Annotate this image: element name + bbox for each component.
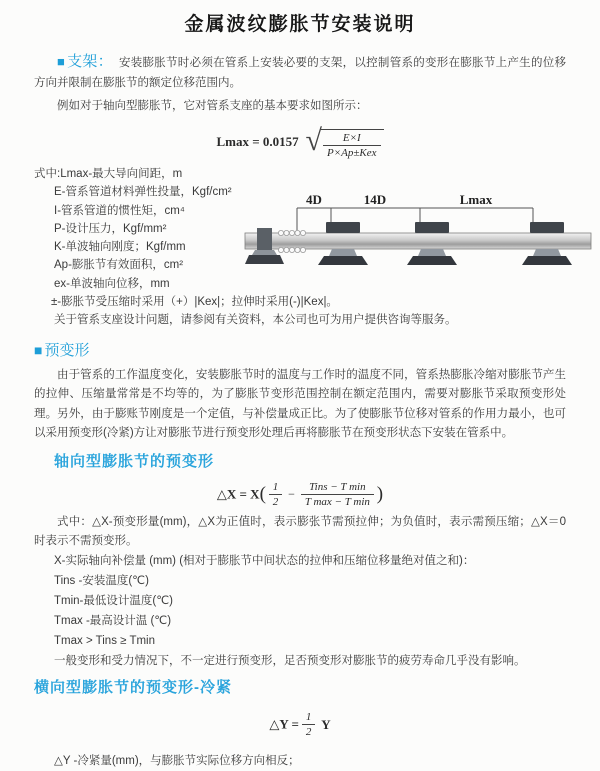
lateral-note-text: △Y -冷紧量(mm)，与膨胀节实际位移方向相反；	[54, 755, 300, 768]
variable-line: X-实际轴向补偿量 (mm) (相对于膨胀节中间状态的拉伸和压缩位移量绝对值之和)：	[54, 554, 475, 567]
section-bullet-icon: ■	[57, 54, 66, 69]
lateral-formula-lhs: △Y =	[269, 716, 299, 732]
lmax-formula-fraction	[323, 132, 381, 159]
variable-line: Tmin-最低设计温度(℃)	[54, 594, 173, 607]
support-section-label: 支架：	[67, 53, 113, 70]
dim-label-4d: 4D	[306, 192, 322, 207]
lateral-half-fraction	[302, 711, 316, 738]
def-line: ex-单波轴向位移，mm	[54, 277, 170, 290]
lmax-formula-lhs: Lmax = 0.0157	[216, 134, 299, 149]
lateral-formula	[34, 711, 566, 738]
dim-label-14d: 14D	[363, 192, 387, 207]
predeform-section-label: 预变形	[44, 341, 90, 359]
predeform-body-text: 由于管系的工作温度变化，安装膨胀节时的温度与工作时的温度不同，管系热膨胀冷缩对膨胀节产生的拉伸、压缩量常常是不均等的，为了膨胀节变形范围控制在额定范围内，需要对膨胀节采取预变形处理。另外，由于膨账节刚度是一个定值，与补偿量成正比。为了使膨胀节位移对管系的作用力最小，也可以采用预变形(冷紧)方让对膨胀节进行预变形处理后再将膨胀节在预变形状态下安装在管系中。	[34, 368, 566, 440]
lateral-subheading: 横向型膨胀节的预变形-冷紧	[34, 679, 232, 697]
lateral-formula-rhs: Y	[321, 716, 331, 732]
variable-line: Tins -安装温度(℃)	[54, 574, 149, 587]
minus-sign: −	[288, 486, 295, 501]
section-bullet-icon: ■	[34, 341, 43, 358]
def-line: K-单波轴向刚度；Kgf/mm	[54, 241, 186, 254]
axial-formula	[34, 481, 566, 508]
open-paren: (	[259, 483, 266, 505]
lateral-denominator: 2	[305, 726, 312, 739]
def-line: I-管系管道的惯性矩，cm⁴	[54, 204, 185, 217]
axial-subheading: 轴向型膨胀节的预变形	[54, 452, 215, 470]
half-denominator: 2	[272, 495, 279, 508]
temp-denominator: T max − T min	[304, 495, 370, 508]
variable-line: Tmax > Tins ≥ Tmin	[54, 634, 155, 647]
sqrt-icon: √	[305, 124, 322, 157]
support-example-text: 例如对于轴向型膨胀节，它对管系支座的基本要求如图所示：	[57, 100, 368, 112]
lmax-numerator: E×I	[323, 132, 381, 146]
lateral-numerator: 1	[302, 711, 316, 725]
def-line: E-管系管道材料弹性投量，Kgf/cm²	[54, 186, 232, 199]
half-numerator: 1	[269, 481, 283, 495]
lmax-denominator: P×Ap±Kex	[327, 147, 377, 159]
page-title: 金属波纹膨胀节安装说明	[184, 14, 416, 35]
def-line: P-设计压力，Kgf/mm²	[54, 222, 167, 235]
defs-where-line: 式中:Lmax-最大导向间距，m	[34, 168, 183, 180]
support-intro-paragraph	[34, 52, 566, 93]
close-paren: )	[376, 483, 384, 505]
lmax-formula	[34, 125, 566, 159]
variable-line: Tmax -最高设计温 (℃)	[54, 614, 172, 627]
temperature-fraction	[301, 481, 374, 508]
service-note: 关于管系支座设计问题，请参阅有关资料，本公司也可为用户提供咨询等服务。	[54, 314, 457, 327]
def-line: Ap-膨胀节有效面积，cm²	[54, 259, 184, 272]
support-intro-text: 安装膨胀节时必须在管系上安装必要的支架，以控制管系的变形在膨胀节上产生的位移方向并限制在膨胀节的额定位移范围内。	[34, 57, 566, 89]
axial-formula-lhs: △X = X	[216, 486, 260, 502]
plus-minus-note: ±-膨胀节受压缩时采用（+）|Kex|；拉伸时采用(-)|Kex|。	[51, 296, 338, 309]
axial-explain-text: 式中：△X-预变形量(mm)，△X为正值时，表示膨张节需预拉伸；为负值时，表示需预压缩；△X＝0时表示不需预变形。	[34, 515, 566, 547]
dim-label-lmax: Lmax	[459, 192, 493, 207]
pipe-support-diagram	[243, 192, 595, 286]
axial-variable-list	[34, 553, 566, 671]
variable-line: 一般变形和受力情况下，不一定进行预变形，足否预变形对膨胀节的疲劳寿命几乎没有影响。	[54, 654, 526, 667]
one-half-fraction	[269, 481, 283, 508]
temp-numerator: Tins − T min	[301, 481, 374, 495]
predeform-section-heading	[34, 339, 566, 363]
radical-sign	[306, 125, 384, 159]
